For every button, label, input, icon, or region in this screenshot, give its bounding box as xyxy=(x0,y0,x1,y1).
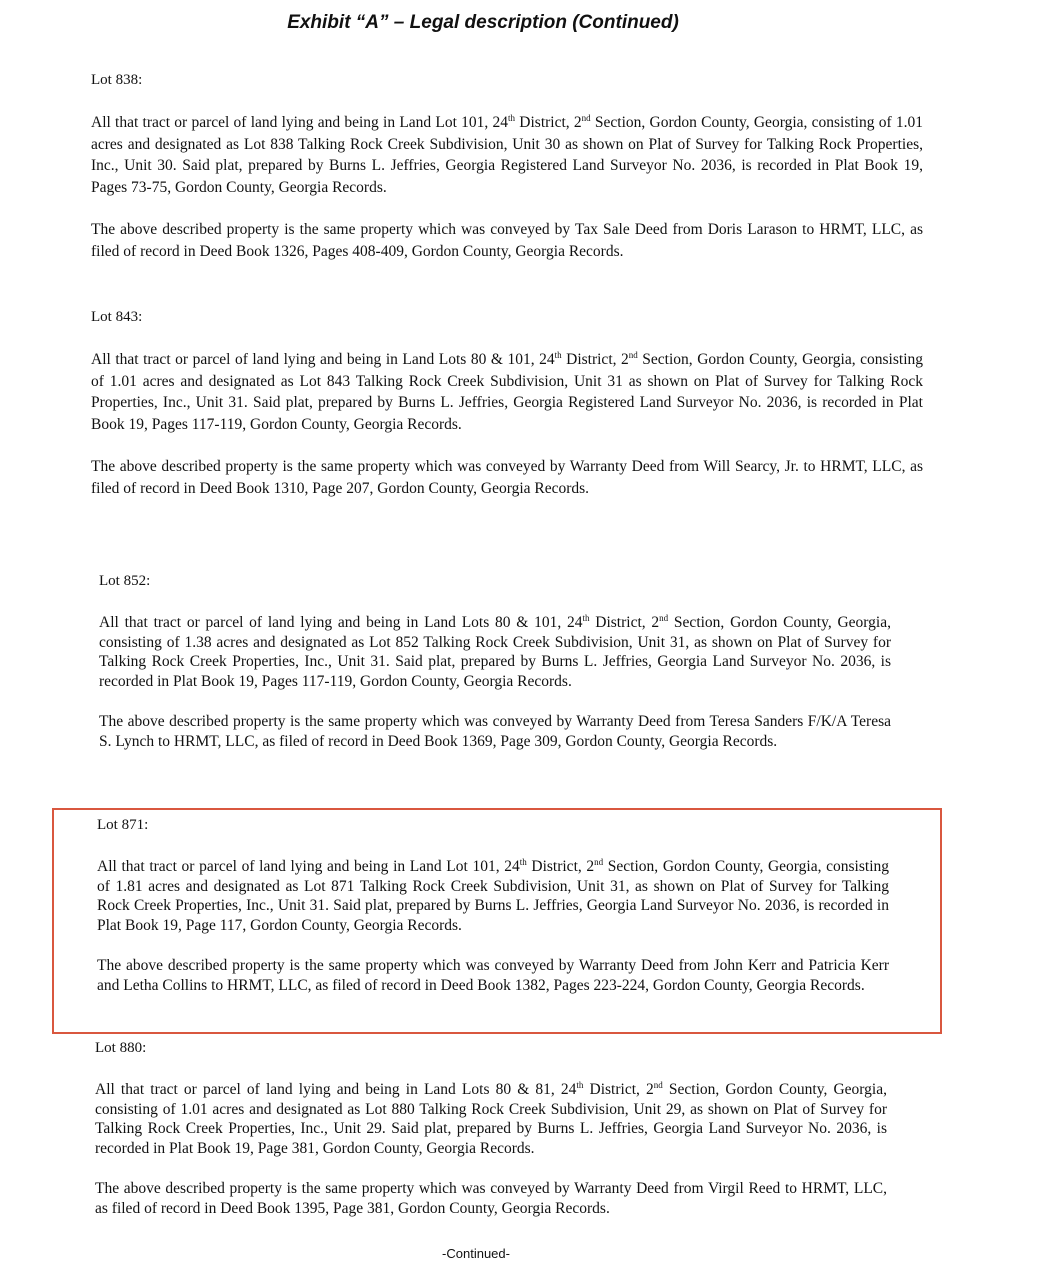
lot-label: Lot 843: xyxy=(91,309,143,325)
lot-section-852 xyxy=(99,573,891,751)
lot-label: Lot 852: xyxy=(99,573,151,589)
lot-section-838 xyxy=(91,72,923,262)
lot-description: All that tract or parcel of land lying and being in Land Lots 80 & 81, 24th District, 2nd Section, Gordon County, Georgia, consisting of 1.01 acres and designated as Lot 880 Talking Rock Creek Subdivision, Unit 29, as shown on Plat of Survey for Talking Rock Creek Properties, Inc., Unit 29. Said plat, prepared by Burns L. Jeffries, Georgia Land Surveyor No. 2036, is recorded in Plat Book 19, Page 381, Gordon County, Georgia Records. xyxy=(95,1079,887,1157)
lot-section-843 xyxy=(91,309,923,499)
lot-conveyance: The above described property is the same property which was conveyed by Warranty Deed from Teresa Sanders F/K/A Teresa S. Lynch to HRMT, LLC, as filed of record in Deed Book 1369, Page 309, Gordon County, Georgia Records. xyxy=(99,713,891,750)
continued-footer: -Continued- xyxy=(442,1246,510,1261)
lot-conveyance: The above described property is the same property which was conveyed by Tax Sale Deed from Doris Larason to HRMT, LLC, as filed of record in Deed Book 1326, Pages 408-409, Gordon County, Georgia Records. xyxy=(91,221,923,260)
lot-description: All that tract or parcel of land lying and being in Land Lots 80 & 101, 24th District, 2nd Section, Gordon County, Georgia, consisting of 1.01 acres and designated as Lot 843 Talking Rock Creek Subdivision, Unit 31 as shown on Plat of Survey for Talking Rock Properties, Inc., Unit 31. Said plat, prepared by Burns L. Jeffries, Georgia Registered Land Surveyor No. 2036, is recorded in Plat Book 19, Pages 117-119, Gordon County, Georgia Records. xyxy=(91,349,923,433)
lot-conveyance: The above described property is the same property which was conveyed by Warranty Deed from Will Searcy, Jr. to HRMT, LLC, as filed of record in Deed Book 1310, Page 207, Gordon County, Georgia Records. xyxy=(91,458,923,497)
lot-conveyance: The above described property is the same property which was conveyed by Warranty Deed from John Kerr and Patricia Kerr and Letha Collins to HRMT, LLC, as filed of record in Deed Book 1382, Pages 223-224, Gordon County, Georgia Records. xyxy=(97,957,889,994)
lot-description: All that tract or parcel of land lying and being in Land Lot 101, 24th District, 2nd Section, Gordon County, Georgia, consisting of 1.01 acres and designated as Lot 838 Talking Rock Creek Subdivision, Unit 30 as shown on Plat of Survey for Talking Rock Properties, Inc., Unit 30. Said plat, prepared by Burns L. Jeffries, Georgia Registered Land Surveyor No. 2036, is recorded in Plat Book 19, Pages 73-75, Gordon County, Georgia Records. xyxy=(91,112,924,196)
page-heading: Exhibit “A” – Legal description (Continued) xyxy=(287,12,679,33)
lot-description: All that tract or parcel of land lying and being in Land Lot 101, 24th District, 2nd Section, Gordon County, Georgia, consisting of 1.81 acres and designated as Lot 871 Talking Rock Creek Subdivision, Unit 31, as shown on Plat of Survey for Talking Rock Creek Properties, Inc., Unit 31. Said plat, prepared by Burns L. Jeffries, Georgia Land Surveyor No. 2036, is recorded in Plat Book 19, Page 117, Gordon County, Georgia Records. xyxy=(97,856,889,934)
lot-description: All that tract or parcel of land lying and being in Land Lots 80 & 101, 24th District, 2nd Section, Gordon County, Georgia, consisting of 1.38 acres and designated as Lot 852 Talking Rock Creek Subdivision, Unit 31, as shown on Plat of Survey for Talking Rock Creek Properties, Inc., Unit 31. Said plat, prepared by Burns L. Jeffries, Georgia Land Surveyor No. 2036, is recorded in Plat Book 19, Pages 117-119, Gordon County, Georgia Records. xyxy=(99,612,891,690)
lot-section-880 xyxy=(95,1040,887,1218)
lot-label: Lot 880: xyxy=(95,1040,147,1056)
lot-label: Lot 838: xyxy=(91,72,143,88)
lot-section-871 xyxy=(97,817,889,995)
lot-conveyance: The above described property is the same property which was conveyed by Warranty Deed from Virgil Reed to HRMT, LLC, as filed of record in Deed Book 1395, Page 381, Gordon County, Georgia Records. xyxy=(95,1180,887,1217)
lot-label: Lot 871: xyxy=(97,817,149,833)
